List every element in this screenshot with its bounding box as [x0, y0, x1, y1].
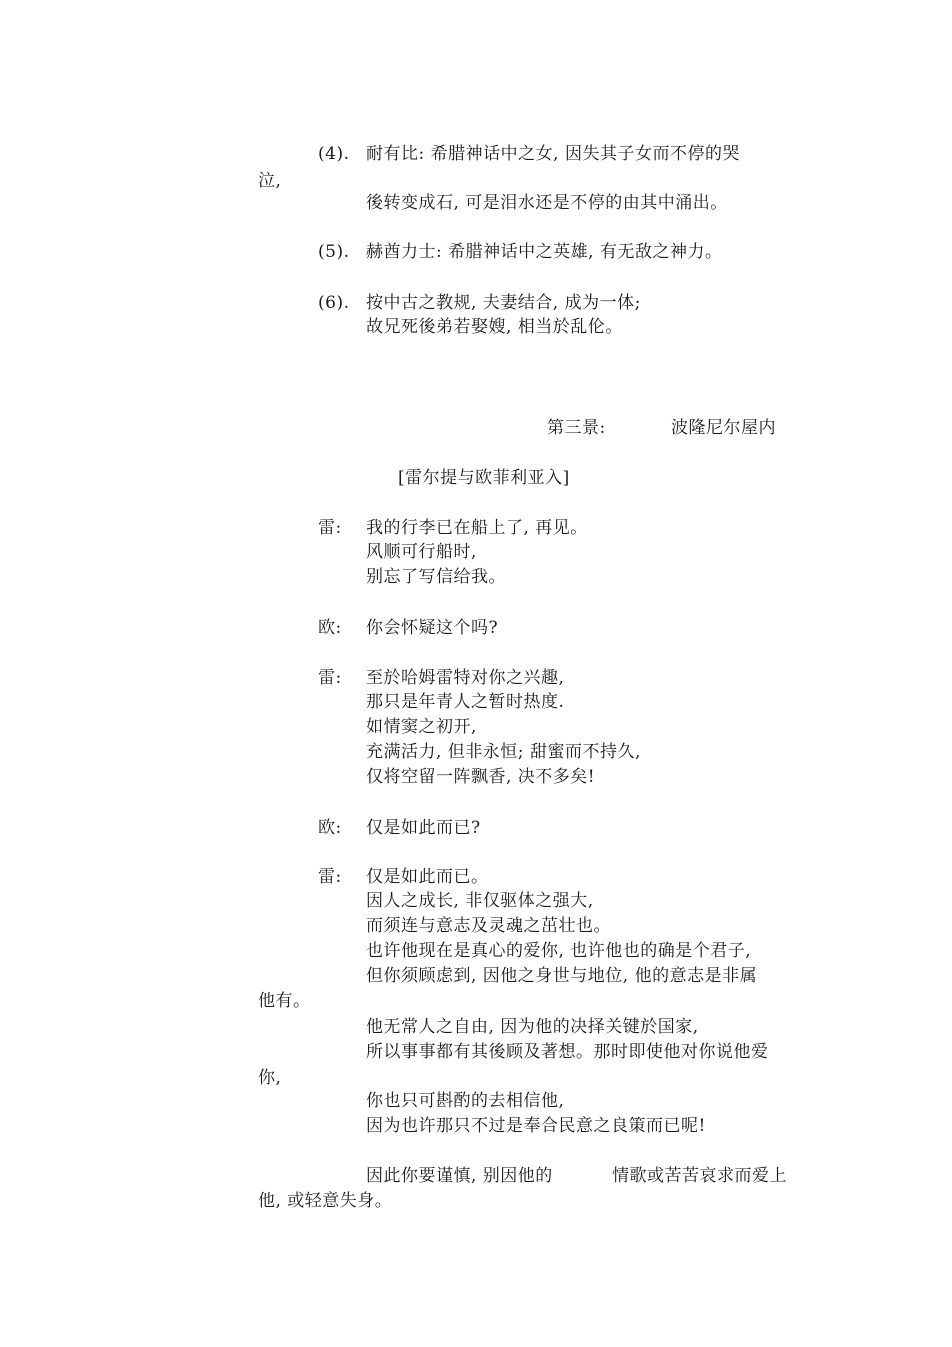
speaker-lei: 雷:	[318, 518, 342, 538]
stage-direction: [雷尔提与欧菲利亚入]	[398, 468, 570, 488]
closing-line-part1: 因此你要谨慎, 别因他的	[366, 1166, 553, 1186]
dialogue-line-wrap: 他有。	[258, 991, 311, 1011]
dialogue-line: 仅是如此而已。	[366, 867, 489, 887]
dialogue-line: 那只是年青人之暂时热度.	[366, 692, 565, 712]
dialogue-line: 仅将空留一阵飘香, 决不多矣!	[366, 767, 596, 787]
note-4-text-cont: 後转变成石, 可是泪水还是不停的由其中涌出。	[366, 193, 728, 213]
note-6-text: 按中古之教规, 夫妻结合, 成为一体;	[366, 293, 641, 313]
note-5-number: (5).	[318, 242, 350, 262]
speaker-ou: 欧:	[318, 818, 342, 838]
speaker-ou: 欧:	[318, 618, 342, 638]
note-4-text-wrap: 泣,	[258, 171, 282, 191]
scene-label: 第三景:	[547, 418, 606, 438]
closing-line-part2: 情歌或苦苦哀求而爱上	[612, 1166, 787, 1186]
dialogue-line: 别忘了写信给我。	[366, 567, 506, 587]
dialogue-line: 至於哈姆雷特对你之兴趣,	[366, 668, 565, 688]
note-6-number: (6).	[318, 293, 350, 313]
speaker-lei: 雷:	[318, 668, 342, 688]
dialogue-line: 也许他现在是真心的爱你, 也许他也的确是个君子,	[366, 941, 752, 961]
note-5-text: 赫酋力士: 希腊神话中之英雄, 有无敌之神力。	[366, 242, 723, 262]
dialogue-line-wrap: 你,	[258, 1068, 282, 1088]
dialogue-line: 仅是如此而已?	[366, 818, 481, 838]
dialogue-line: 所以事事都有其後顾及著想。那时即使他对你说他爱	[366, 1042, 769, 1062]
dialogue-line: 但你须顾虑到, 因他之身世与地位, 他的意志是非属	[366, 966, 758, 986]
dialogue-line: 你也只可斟酌的去相信他,	[366, 1091, 565, 1111]
speaker-lei: 雷:	[318, 867, 342, 887]
note-4-text: 耐有比: 希腊神话中之女, 因失其子女而不停的哭	[366, 144, 740, 164]
dialogue-line: 因人之成长, 非仅驱体之强大,	[366, 891, 594, 911]
dialogue-line: 风顺可行船时,	[366, 542, 477, 562]
dialogue-line: 我的行李已在船上了, 再见。	[366, 518, 588, 538]
dialogue-line: 因为也许那只不过是奉合民意之良策而已呢!	[366, 1116, 706, 1136]
note-6-text-cont: 故兄死後弟若娶嫂, 相当於乱伦。	[366, 317, 623, 337]
dialogue-line: 他无常人之自由, 因为他的决择关键於国家,	[366, 1017, 699, 1037]
closing-line-wrap: 他, 或轻意失身。	[258, 1191, 393, 1211]
dialogue-line: 充满活力, 但非永恒; 甜蜜而不持久,	[366, 742, 641, 762]
dialogue-line: 而须连与意志及灵魂之茁壮也。	[366, 916, 611, 936]
note-4-number: (4).	[318, 144, 350, 164]
scene-location: 波隆尼尔屋内	[671, 418, 776, 438]
dialogue-line: 你会怀疑这个吗?	[366, 618, 499, 638]
dialogue-line: 如情窦之初开,	[366, 717, 477, 737]
